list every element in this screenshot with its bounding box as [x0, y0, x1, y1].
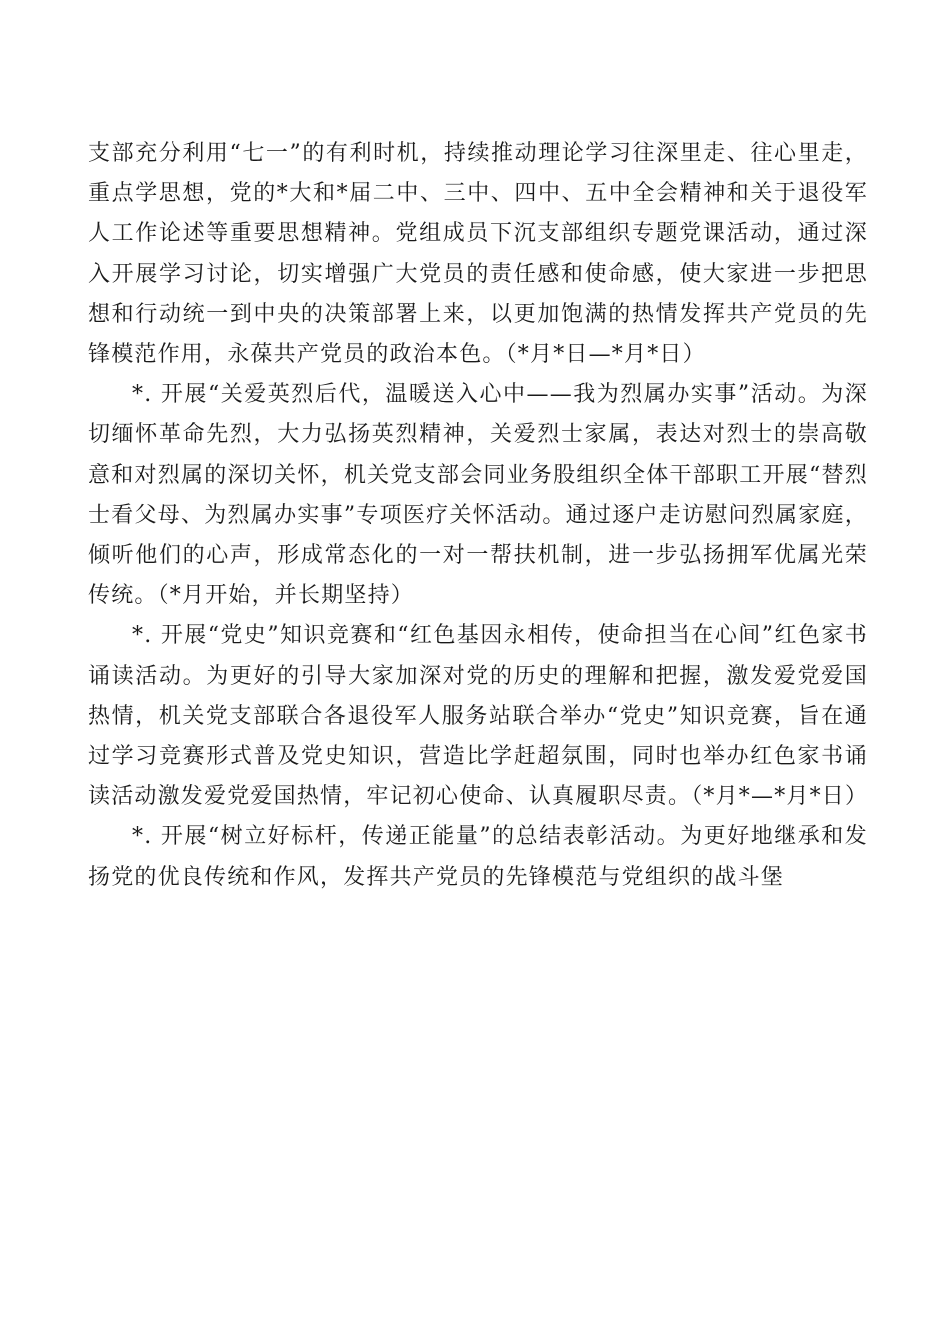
paragraph-martyr-families: *. 开展“关爱英烈后代，温暖送入心中——我为烈属办实事”活动。为深切缅怀革命先烈，大力弘扬英烈精神，关爱烈士家属，表达对烈士的崇高敬意和对烈属的深切关怀，机关党支部会同业务股组织全体干部职工开展“替烈士看父母、为烈属办实事”专项医疗关怀活动。通过逐户走访慰问烈属家庭，倾听他们的心声，形成常态化的一对一帮扶机制，进一步弘扬拥军优属光荣传统。（*月开始，并长期坚持） [88, 382, 868, 609]
paragraph-party-study: 支部充分利用“七一”的有利时机，持续推动理论学习往深里走、往心里走，重点学思想，党的*大和*届二中、三中、四中、五中全会精神和关于退役军人工作论述等重要思想精神。党组成员下沉支部组织专题党课活动，通过深入开展学习讨论，切实增强广大党员的责任感和使命感，使大家进一步把思想和行动统一到中央的决策部署上来，以更加饱满的热情发挥共产党员的先锋模范作用，永葆共产党员的政治本色。（*月*日—*月*日） [88, 141, 868, 368]
paragraph-commendation: *. 开展“树立好标杆，传递正能量”的总结表彰活动。为更好地继承和发扬党的优良传统和作风，发挥共产党员的先锋模范与党组织的战斗堡 [88, 824, 868, 890]
document-body [88, 134, 868, 898]
paragraph-history-contest: *. 开展“党史”知识竞赛和“红色基因永相传，使命担当在心间”红色家书诵读活动。为更好的引导大家加深对党的历史的理解和把握，激发爱党爱国热情，机关党支部联合各退役军人服务站联合举办“党史”知识竞赛，旨在通过学习竞赛形式普及党史知识，营造比学赶超氛围，同时也举办红色家书诵读活动激发爱党爱国热情，牢记初心使命、认真履职尽责。（*月*—*月*日） [88, 623, 869, 810]
